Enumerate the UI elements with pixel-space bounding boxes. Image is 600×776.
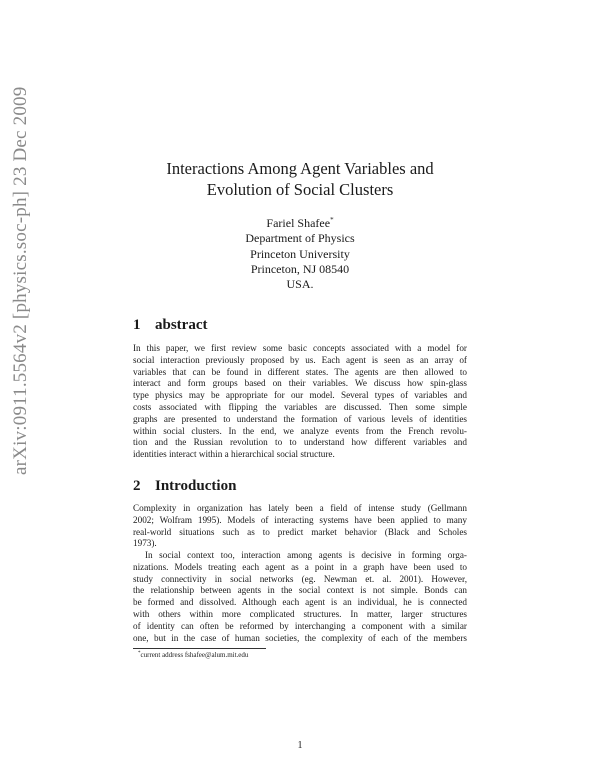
- text-line: costs associated with flipping the variables are discussed. Then some simple: [133, 401, 467, 412]
- introduction-heading: [133, 478, 236, 495]
- text-line: social interaction previously proposed by us. Each agent is seen as an array of: [133, 354, 467, 365]
- text-line: 1973).: [133, 538, 157, 549]
- author-name-line: [150, 213, 450, 231]
- section-number: 2: [133, 478, 141, 494]
- text-line: of identity can often be reformed by interchanging a component with a similar: [133, 620, 467, 631]
- section-title: Introduction: [155, 478, 237, 494]
- section-number: 1: [133, 317, 141, 333]
- text-line: with others within more complicated structures. In matter, larger structures: [133, 608, 467, 619]
- text-line: In this paper, we first review some basic concepts associated with a model for: [133, 343, 467, 353]
- introduction-paragraph-1: [133, 503, 467, 550]
- title-line: Evolution of Social Clusters: [206, 180, 394, 199]
- text-line: type physics may be appropriate for our model. Several types of variables and: [133, 390, 467, 401]
- abstract-heading: [133, 317, 208, 334]
- section-title: abstract: [155, 317, 208, 333]
- footnote-mark: *: [138, 651, 141, 656]
- footnote-rule: [133, 648, 266, 649]
- footnote: [138, 651, 248, 659]
- author-footnote-mark: *: [330, 216, 334, 224]
- text-line: real-world situations such as to predict market behavior (Black and Scholes: [133, 526, 467, 537]
- text-line: In social context too, interaction among agents is decisive in forming orga-: [145, 550, 467, 560]
- text-line: tion and the Russian revolution to to understand how different variables and: [133, 437, 467, 448]
- author-block: [150, 213, 450, 292]
- text-line: nizations. Models treating each agent as a point in a graph have been used to: [133, 561, 467, 572]
- text-line: be formed and dissolved. Although each agent is an individual, he is connected: [133, 597, 467, 608]
- text-line: Complexity in organization has lately been a field of intense study (Gellmann: [133, 503, 467, 513]
- page-number: 1: [297, 740, 303, 751]
- abstract-body: [133, 343, 467, 461]
- text-line: 2002; Wolfram 1995). Models of interacting systems have been applied to many: [133, 514, 467, 525]
- affiliation-line: Department of Physics: [245, 231, 355, 246]
- text-line: the relationship between agents in the social context is not simple. Bonds can: [133, 585, 467, 596]
- footnote-text: current address fshafee@alum.mit.edu: [140, 651, 249, 659]
- affiliation-line: Princeton, NJ 08540: [250, 261, 350, 276]
- text-line: interact and form groups based on their variables. We discuss how spin-glass: [133, 378, 467, 389]
- paper-title: [100, 158, 500, 200]
- text-line: graphs are presented to understand the formation of various levels of identities: [133, 413, 467, 424]
- introduction-paragraph-2: [133, 550, 467, 644]
- text-line: within social clusters. In the end, we analyze events from the French revolu-: [133, 425, 467, 436]
- arxiv-identifier: arXiv:0911.5564v2 [physics.soc-ph] 23 Dec 2009: [10, 86, 31, 475]
- title-line: Interactions Among Agent Variables and: [166, 159, 434, 178]
- text-line: identities interact within a hierarchical social structure.: [133, 449, 335, 460]
- author-name: Fariel Shafee: [266, 216, 331, 230]
- affiliation-line: USA.: [286, 277, 314, 292]
- text-line: variables that can be found in different states. The agents are then allowed to: [133, 366, 467, 377]
- text-line: study connectivity in social networks (eg. Newman et. al. 2001). However,: [133, 573, 467, 584]
- text-line: one, but in the case of human societies, the complexity of each of the members: [133, 632, 467, 643]
- affiliation-line: Princeton University: [250, 246, 350, 261]
